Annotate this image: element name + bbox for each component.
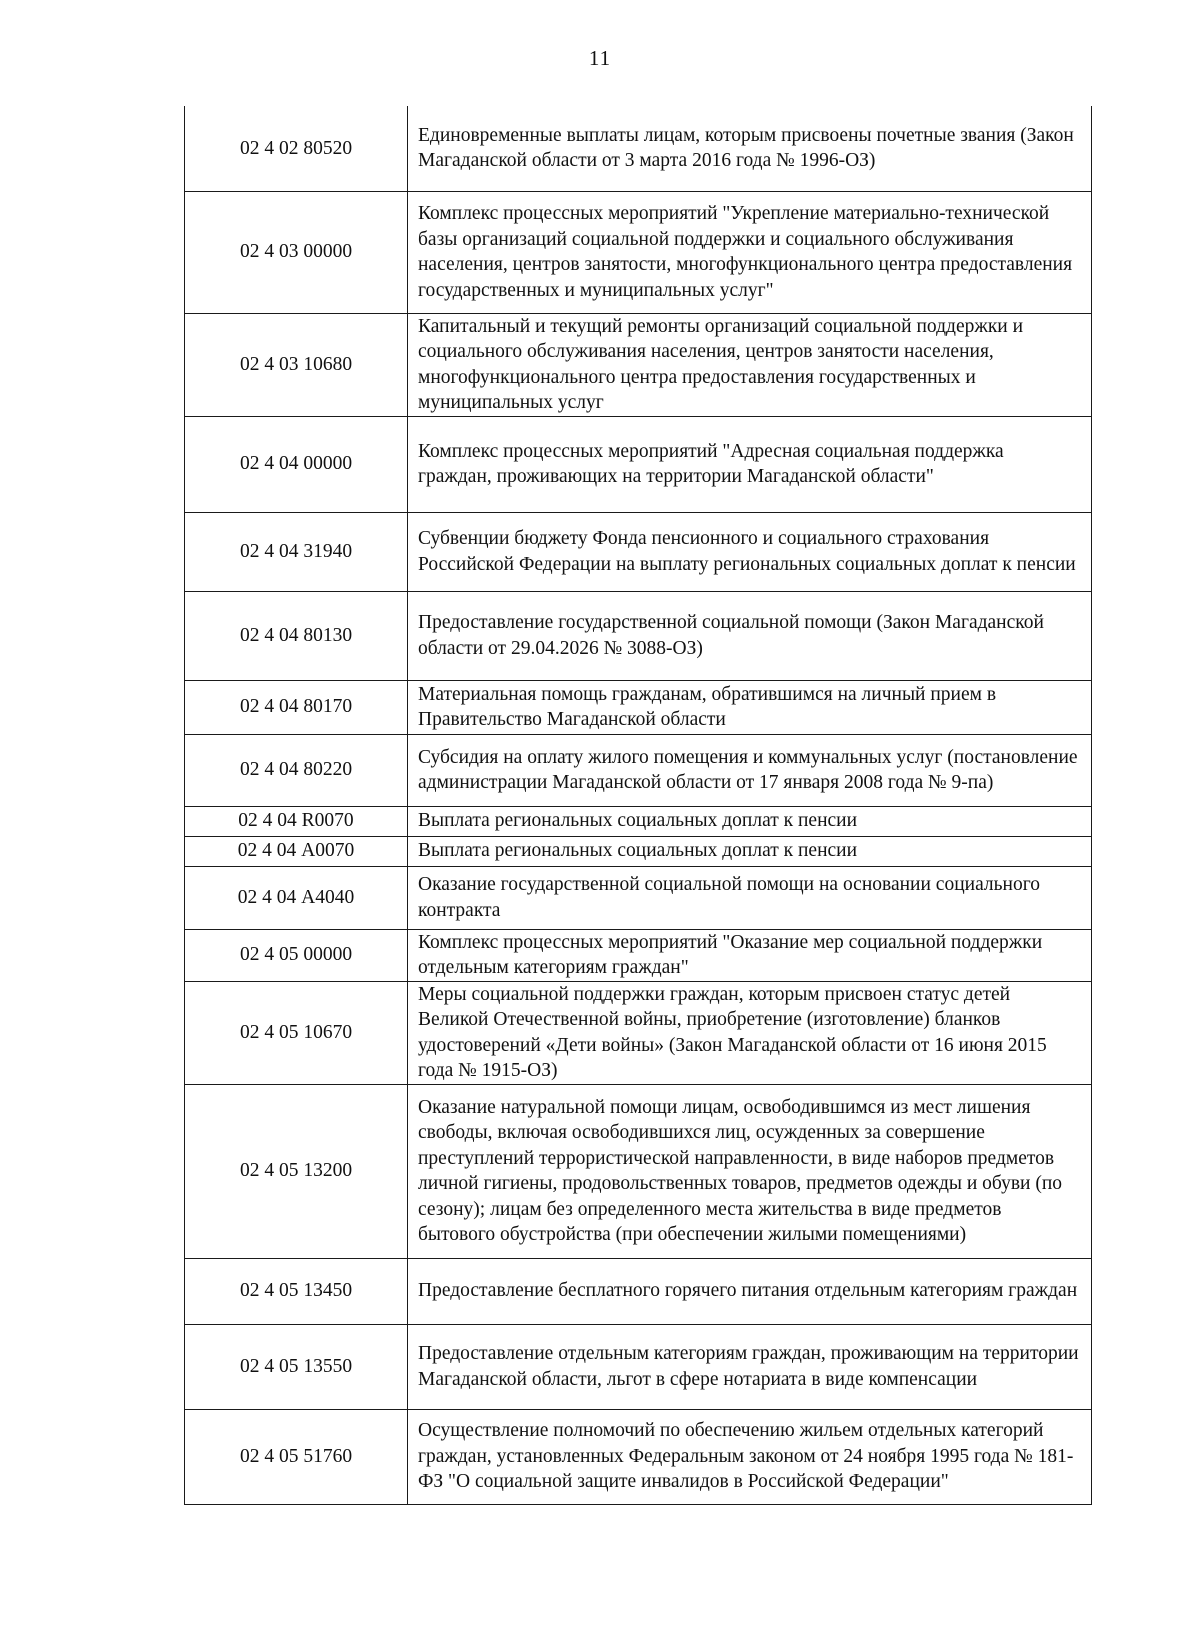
row-code: 02 4 02 80520 <box>185 106 408 191</box>
row-description: Материальная помощь гражданам, обратившимся на личный прием в Правительство Магаданской области <box>408 680 1092 734</box>
budget-codes-table <box>184 106 1092 1505</box>
row-code: 02 4 03 00000 <box>185 191 408 313</box>
row-description: Капитальный и текущий ремонты организаций социальной поддержки и социального обслуживания населения, центров занятости населения, многофункционального центра предоставления государственных и муниципальных услуг <box>408 313 1092 416</box>
row-code: 02 4 05 13450 <box>185 1258 408 1324</box>
table-row <box>185 591 1092 680</box>
row-code: 02 4 04 80170 <box>185 680 408 734</box>
row-code: 02 4 04 А4040 <box>185 866 408 929</box>
row-description: Оказание натуральной помощи лицам, освободившимся из мест лишения свободы, включая освободившихся лиц, осужденных за совершение преступлений террористической направленности, в виде наборов предметов личной гигиены, продовольственных товаров, предметов одежды и обуви (по сезону); лицам без определенного места жительства в виде предметов бытового обустройства (при обеспечении жилыми помещениями) <box>408 1084 1092 1258</box>
table-row <box>185 1084 1092 1258</box>
row-description: Субсидия на оплату жилого помещения и коммунальных услуг (постановление администрации Магаданской области от 17 января 2008 года № 9-па) <box>408 734 1092 806</box>
row-code: 02 4 04 80220 <box>185 734 408 806</box>
row-description: Меры социальной поддержки граждан, которым присвоен статус детей Великой Отечественной войны, приобретение (изготовление) бланков удостоверений «Дети войны» (Закон Магаданской области от 16 июня 2015 года № 1915-ОЗ) <box>408 981 1092 1084</box>
table-row <box>185 836 1092 866</box>
row-description: Выплата региональных социальных доплат к пенсии <box>408 806 1092 836</box>
table-row <box>185 734 1092 806</box>
row-code: 02 4 04 А0070 <box>185 836 408 866</box>
page-number: 11 <box>588 46 612 70</box>
table-row <box>185 866 1092 929</box>
row-code: 02 4 05 00000 <box>185 929 408 981</box>
row-description: Предоставление отдельным категориям граждан, проживающим на территории Магаданской области, льгот в сфере нотариата в виде компенсации <box>408 1324 1092 1409</box>
row-description: Комплекс процессных мероприятий "Укрепление материально-технической базы организаций социальной поддержки и социального обслуживания населения, центров занятости, многофункционального центра предоставления государственных и муниципальных услуг" <box>408 191 1092 313</box>
row-code: 02 4 04 80130 <box>185 591 408 680</box>
row-description: Комплекс процессных мероприятий "Адресная социальная поддержка граждан, проживающих на территории Магаданской области" <box>408 416 1092 512</box>
table-body <box>185 106 1092 1504</box>
row-description: Осуществление полномочий по обеспечению жильем отдельных категорий граждан, установленных Федеральным законом от 24 ноября 1995 года № 181-ФЗ "О социальной защите инвалидов в Российской Федерации" <box>408 1409 1092 1504</box>
table-row <box>185 1258 1092 1324</box>
row-description: Оказание государственной социальной помощи на основании социального контракта <box>408 866 1092 929</box>
row-description: Единовременные выплаты лицам, которым присвоены почетные звания (Закон Магаданской области от 3 марта 2016 года № 1996-ОЗ) <box>408 106 1092 191</box>
row-code: 02 4 04 31940 <box>185 512 408 591</box>
row-description: Выплата региональных социальных доплат к пенсии <box>408 836 1092 866</box>
row-description: Субвенции бюджету Фонда пенсионного и социального страхования Российской Федерации на выплату региональных социальных доплат к пенсии <box>408 512 1092 591</box>
row-description: Предоставление бесплатного горячего питания отдельным категориям граждан <box>408 1258 1092 1324</box>
table-row <box>185 929 1092 981</box>
row-code: 02 4 03 10680 <box>185 313 408 416</box>
table-row <box>185 191 1092 313</box>
row-code: 02 4 05 13200 <box>185 1084 408 1258</box>
table-row <box>185 313 1092 416</box>
row-description: Комплекс процессных мероприятий "Оказание мер социальной поддержки отдельным категориям граждан" <box>408 929 1092 981</box>
row-description: Предоставление государственной социальной помощи (Закон Магаданской области от 29.04.2026 № 3088-ОЗ) <box>408 591 1092 680</box>
row-code: 02 4 04 00000 <box>185 416 408 512</box>
row-code: 02 4 04 R0070 <box>185 806 408 836</box>
row-code: 02 4 05 13550 <box>185 1324 408 1409</box>
table-row <box>185 981 1092 1084</box>
table-row <box>185 806 1092 836</box>
table-row <box>185 680 1092 734</box>
row-code: 02 4 05 51760 <box>185 1409 408 1504</box>
table-row <box>185 1409 1092 1504</box>
row-code: 02 4 05 10670 <box>185 981 408 1084</box>
table-row <box>185 1324 1092 1409</box>
table-row <box>185 416 1092 512</box>
table-row <box>185 512 1092 591</box>
table-row <box>185 106 1092 191</box>
